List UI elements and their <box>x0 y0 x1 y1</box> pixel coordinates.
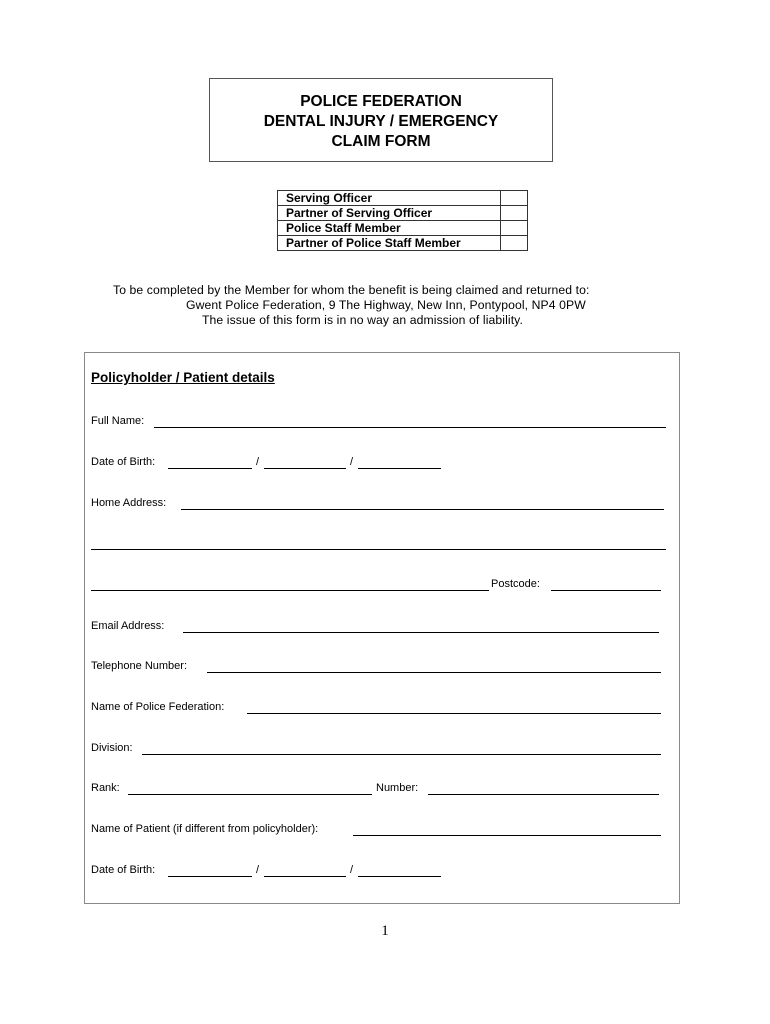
serving-officer-checkbox[interactable] <box>501 191 528 206</box>
form-title-box <box>209 78 553 162</box>
patient-name-label: Name of Patient (if different from policyholder): <box>91 823 319 835</box>
section-heading: Policyholder / Patient details <box>91 370 275 385</box>
member-type-row <box>278 236 528 251</box>
full-name-row <box>91 414 669 430</box>
home-address-line-1-field[interactable] <box>181 509 664 510</box>
email-row <box>91 619 669 635</box>
title-line-1: POLICE FEDERATION <box>300 93 462 110</box>
title-line-2: DENTAL INJURY / EMERGENCY <box>263 113 499 130</box>
dob-day-field[interactable] <box>168 468 252 469</box>
full-name-label: Full Name: <box>91 415 145 427</box>
division-field[interactable] <box>142 754 661 755</box>
partner-serving-officer-checkbox[interactable] <box>501 206 528 221</box>
member-type-label: Police Staff Member <box>278 221 501 236</box>
member-type-label: Serving Officer <box>278 191 501 206</box>
member-type-label: Partner of Serving Officer <box>278 206 501 221</box>
patient-dob-day-field[interactable] <box>168 876 252 877</box>
member-type-label: Partner of Police Staff Member <box>278 236 501 251</box>
member-type-row <box>278 221 528 236</box>
rank-field[interactable] <box>128 794 372 795</box>
full-name-field[interactable] <box>154 427 666 428</box>
postcode-field[interactable] <box>551 590 661 591</box>
patient-dob-label: Date of Birth: <box>91 864 156 876</box>
dob-separator: / <box>350 456 354 468</box>
home-address-label: Home Address: <box>91 497 167 509</box>
home-address-row-3 <box>91 577 669 593</box>
division-label: Division: <box>91 742 133 754</box>
partner-police-staff-checkbox[interactable] <box>501 236 528 251</box>
patient-dob-month-field[interactable] <box>264 876 346 877</box>
home-address-line-2-field[interactable] <box>91 549 666 550</box>
dob-separator: / <box>350 864 354 876</box>
rank-label: Rank: <box>91 782 120 794</box>
policyholder-details-section <box>84 352 680 904</box>
telephone-field[interactable] <box>207 672 661 673</box>
dob-row <box>91 455 669 471</box>
title-line-3: CLAIM FORM <box>331 133 431 150</box>
number-field[interactable] <box>428 794 659 795</box>
liability-notice: The issue of this form is in no way an admission of liability. <box>202 313 523 327</box>
police-staff-member-checkbox[interactable] <box>501 221 528 236</box>
dob-label: Date of Birth: <box>91 456 156 468</box>
rank-number-row <box>91 781 669 797</box>
member-type-table <box>277 190 528 251</box>
intro-instruction: To be completed by the Member for whom the benefit is being claimed and returned to: <box>113 283 590 297</box>
page-number: 1 <box>381 923 389 939</box>
return-address: Gwent Police Federation, 9 The Highway, New Inn, Pontypool, NP4 0PW <box>186 298 586 312</box>
telephone-label: Telephone Number: <box>91 660 188 672</box>
federation-row <box>91 700 669 716</box>
federation-label: Name of Police Federation: <box>91 701 225 713</box>
patient-dob-row <box>91 863 669 879</box>
dob-month-field[interactable] <box>264 468 346 469</box>
number-label: Number: <box>376 782 419 794</box>
dob-year-field[interactable] <box>358 468 441 469</box>
home-address-row-2 <box>91 536 669 552</box>
telephone-row <box>91 659 669 675</box>
patient-name-field[interactable] <box>353 835 661 836</box>
dob-separator: / <box>256 456 260 468</box>
member-type-row <box>278 206 528 221</box>
email-label: Email Address: <box>91 620 165 632</box>
email-field[interactable] <box>183 632 659 633</box>
dob-separator: / <box>256 864 260 876</box>
federation-field[interactable] <box>247 713 661 714</box>
division-row <box>91 741 669 757</box>
patient-dob-year-field[interactable] <box>358 876 441 877</box>
postcode-label: Postcode: <box>491 578 540 590</box>
member-type-row <box>278 191 528 206</box>
home-address-row <box>91 496 669 512</box>
patient-name-row <box>91 822 669 838</box>
home-address-line-3-field[interactable] <box>91 590 489 591</box>
